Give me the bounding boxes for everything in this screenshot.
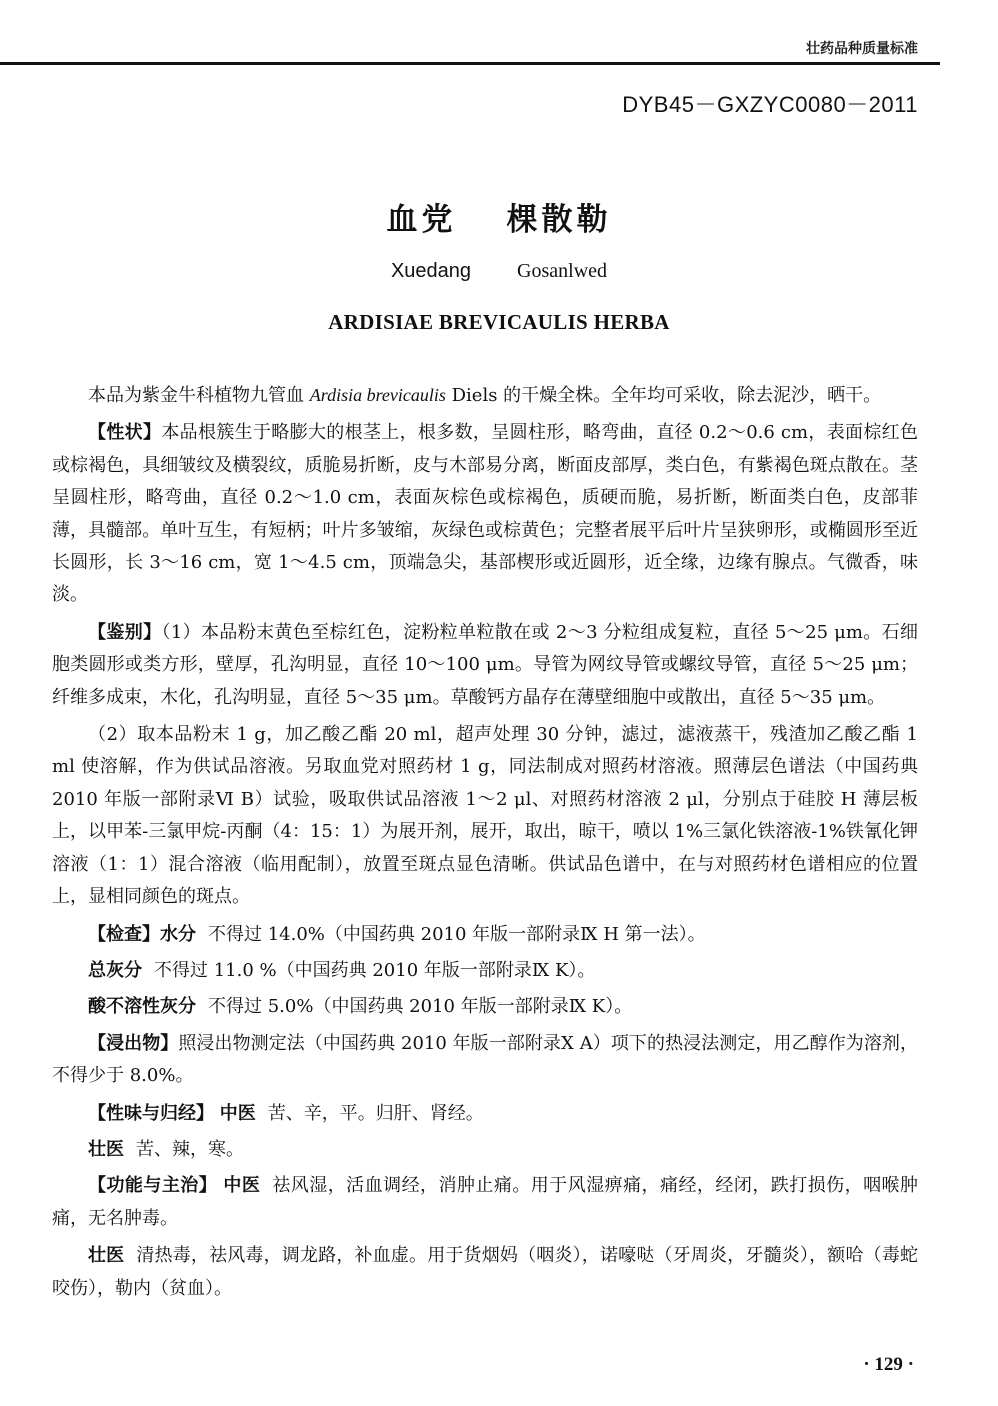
intro-text-pre: 本品为紫金牛科植物九管血 — [88, 385, 310, 406]
identification-text-1: （1）本品粉末黄色至棕红色，淀粉粒单粒散在或 2～3 分粒组成复粒，直径 5～25 μm。石细胞类圆形或类方形，壁厚，孔沟明显，直径 10～100 μm。导管为网纹导管或螺纹导管，直径 5～25 μm；纤维多成束，木化，孔沟明显，直径 5～35 μm。草酸钙方晶存在薄壁细胞中或散出，直径 5～35 μm。 — [52, 621, 918, 708]
water-text: 不得过 14.0%（中国药典 2010 年版一部附录Ⅸ H 第一法）。 — [208, 923, 706, 945]
functions-zhuang — [52, 1240, 918, 1305]
title-latin: ARDISIAE BREVICAULIS HERBA — [328, 310, 670, 334]
functions-tcm — [52, 1170, 918, 1235]
water-label: 水分 — [160, 923, 196, 945]
nature-tcm — [52, 1098, 918, 1130]
total-ash-label: 总灰分 — [88, 959, 142, 981]
inspection-heading: 【检查】 — [88, 923, 160, 945]
characters-heading: 【性状】 — [88, 422, 162, 444]
title-name-zhuang: 棵散勒 — [506, 202, 612, 238]
characters-text: 本品根簇生于略膨大的根茎上，根多数，呈圆柱形，略弯曲，直径 0.2～0.6 cm，表面棕红色或棕褐色，具细皱纹及横裂纹，质脆易折断，皮与木部易分离，断面皮部厚，类白色，有紫褐色斑点散在。茎呈圆柱形，略弯曲，直径 0.2～1.0 cm，表面灰棕色或棕褐色，质硬而脆，易折断，断面类白色，皮部菲薄，具髓部。单叶互生，有短柄；叶片多皱缩，灰绿色或棕黄色；完整者展平后叶片呈狭卵形，或椭圆形至近长圆形，长 3～16 cm，宽 1～4.5 cm，顶端急尖，基部楔形或近圆形，近全缘，边缘有腺点。气微香，味淡。 — [52, 422, 919, 606]
functions-heading: 【功能与主治】 — [88, 1175, 218, 1197]
functions-tcm-text: 祛风湿，活血调经，消肿止痛。用于风湿痹痛，痛经，经闭，跌打损伤，咽喉肿痛，无名肿毒。 — [52, 1175, 918, 1229]
acid-ash-text: 不得过 5.0%（中国药典 2010 年版一部附录Ⅸ K）。 — [208, 996, 633, 1018]
total-ash-text: 不得过 11.0 %（中国药典 2010 年版一部附录Ⅸ K）。 — [154, 959, 596, 981]
identification-heading: 【鉴别】 — [88, 621, 162, 643]
nature-heading: 【性味与归经】 — [88, 1102, 214, 1124]
header-rule — [0, 62, 940, 65]
title-pinyin: Xuedang — [390, 260, 472, 282]
extract-heading: 【浸出物】 — [88, 1032, 179, 1054]
nature-zhuang — [52, 1134, 918, 1166]
nature-zhuang-text: 苦、辣，寒。 — [136, 1138, 244, 1160]
extract-text: 照浸出物测定法（中国药典 2010 年版一部附录Ⅹ A）项下的热浸法测定，用乙醇作为溶剂，不得少于 8.0%。 — [52, 1032, 918, 1087]
page-title — [0, 194, 998, 239]
title-zhuang-roman: Gosanlwed — [517, 260, 608, 282]
acid-ash-label: 酸不溶性灰分 — [88, 996, 196, 1018]
nature-tcm-text: 苦、辛，平。归肝、肾经。 — [267, 1102, 484, 1124]
identification-text-2: （2）取本品粉末 1 g，加乙酸乙酯 20 ml，超声处理 30 分钟，滤过，滤液蒸干，残渣加乙酸乙酯 1 ml 使溶解，作为供试品溶液。另取血党对照药材 1 g，同法制成对照药材溶液。照薄层色谱法（中国药典 2010 年版一部附录Ⅵ B）试验，吸取供试品溶液 1～2 μl、对照药材溶液 2 μl，分别点于硅胶 H 薄层板上，以甲苯-三氯甲烷-丙酮（4：15：1）为展开剂，展开，取出，晾干，喷以 1%三氯化铁溶液-1%铁氰化钾溶液（1：1）混合溶液（临用配制），放置至斑点显色清晰。供试品色谱中，在与对照药材色谱相应的位置上，显相同颜色的斑点。 — [52, 724, 918, 908]
functions-zhuang-text: 清热毒，祛风毒，调龙路，补血虚。用于货烟妈（咽炎），诺嚎哒（牙周炎，牙髓炎），额哈（毒蛇咬伤），勒内（贫血）。 — [52, 1245, 918, 1299]
intro-paragraph — [52, 379, 918, 412]
running-header-label: 壮药品种质量标准 — [806, 41, 918, 57]
standard-code: DYB45－GXZYC0080－2011 — [622, 92, 918, 117]
functions-tcm-label: 中医 — [223, 1175, 261, 1197]
identification-paragraph-2 — [52, 719, 918, 913]
characters-paragraph — [52, 417, 918, 611]
page-number: · 129 · — [863, 1354, 914, 1375]
intro-text-post: Diels 的干燥全株。全年均可采收，除去泥沙，晒干。 — [445, 385, 882, 406]
extract-paragraph — [52, 1028, 918, 1093]
inspection-total-ash — [52, 955, 918, 987]
species-name: Ardisia brevicaulis — [309, 385, 446, 405]
title-romanization — [0, 258, 998, 283]
title-name-cn: 血党 — [386, 202, 457, 238]
monograph-body — [52, 379, 918, 1310]
nature-zhuang-label: 壮医 — [88, 1138, 124, 1160]
inspection-water — [52, 919, 918, 951]
nature-tcm-label: 中医 — [219, 1102, 256, 1124]
inspection-acid-ash — [52, 991, 918, 1023]
functions-zhuang-label: 壮医 — [88, 1245, 125, 1267]
identification-paragraph-1 — [52, 617, 918, 714]
